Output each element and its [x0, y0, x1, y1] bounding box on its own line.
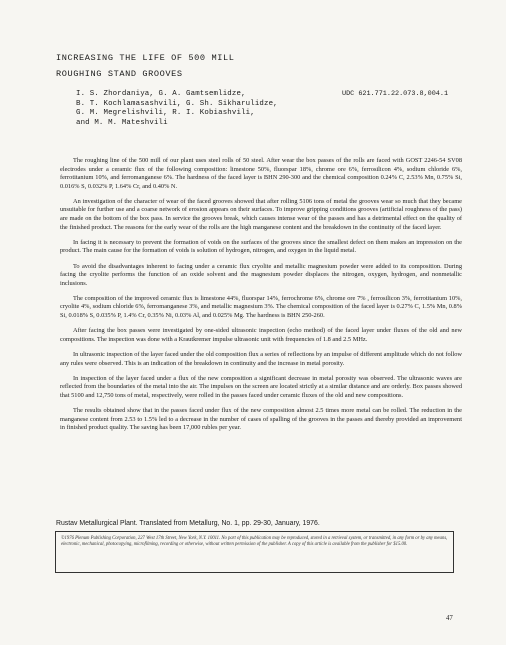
page-number: 47 [446, 615, 453, 622]
body-paragraph: In inspection of the layer faced under a flux of the new composition a significant decrease in metal porosity was observed. The ultrasonic waves are reflected from the boundaries of the metal into the air. The impulses on the screen are located strictly at a similar distance and are orderly. Box passes showed that 5100 and 12,750 tons of metal, respectively, were rolled in the passes faced under ceramic fluxes of the old and new compositions. [60, 374, 462, 399]
author-line: I. S. Zhordaniya, G. A. Gamtsemlidze, [76, 90, 246, 98]
article-title-line-1: INCREASING THE LIFE OF 500 MILL [56, 53, 235, 63]
author-list [76, 90, 278, 128]
copyright-box: ©1976 Plenum Publishing Corporation, 227 West 17th Street, New York, N.Y. 10011. No part of this publication may be reproduced, stored in a retrieval system, or transmitted, in any form or by any means, electronic, mechanical, photocopying, microfilming, recording or otherwise, without written permission of the publisher. A copy of this article is available from the publisher for $15.00. [55, 531, 454, 573]
body-paragraph: The roughing line of the 500 mill of our plant uses steel rolls of 50 steel. After wear the box passes of the rolls are faced with GOST 2246-54 SV08 electrodes under a ceramic flux of the following composition: limestone 50%, fluorspar 18%, chrome ore 6%, ferrosilicon 4%, sodium chloride 6%, ferrotitanium 10%, and ferromanganese 6%. The hardness of the faced layer is BHN 290-300 and the chemical composition 0.24% C, 2.53% Mn, 0.75% Si, 0.016% S, 0.032% P, 1.64% Cr, and 0.40% N. [60, 157, 462, 190]
body-paragraph: The composition of the improved ceramic flux is limestone 44%, fluorspar 14%, ferrochrome 6%, chrome ore 7% , ferrosilicon 3%, ferrotitanium 10%, cryolite 4%, sodium chloride 6%, ferromanganese 3%, and metallic magnesium 3%. The chemical composition of the faced layer is 0.27% C, 1.5% Mn, 0.8% Si, 0.018% S, 0.035% P, 1.4% Cr, 0.35% Ni, 0.03% Al, and 0.025% Mg. The hardness is BHN 250-260. [60, 294, 462, 319]
body-paragraph: After facing the box passes were investigated by one-sided ultrasonic inspection (echo method) of the faced layer under fluxes of the old and new compositions. The inspection was done with a Krautkremer impulse ultrasonic unit with frequencies of 1.8 and 2.5 MHz. [60, 327, 462, 343]
article-body [60, 157, 462, 439]
body-paragraph: In ultrasonic inspection of the layer faced under the old composition flux a series of reflections by an impulse of different amplitude which do not follow any rules were observed. This is an indication of the breakdown in continuity and the increase in metal porosity. [60, 350, 462, 367]
author-line: G. M. Megrelishvili, R. I. Kobiashvili, [76, 109, 255, 118]
udc-code: UDC 621.771.22.073.8,004.1 [342, 90, 449, 98]
article-title [56, 50, 234, 82]
author-line: B. T. Kochlamasashvili, G. Sh. Sikharulidze, [76, 99, 278, 108]
body-paragraph: An investigation of the character of wear of the faced grooves showed that after rolling 5106 tons of metal the grooves wear so much that they became unsuitable for further use and a coarse network of erosion appears on their surfaces. To improve gripping conditions grooves (artificial roughness of the pass) are made on the bottom of the box pass. In service the grooves break, which causes intense wear of the passes and has a detrimental effect on the quality of the finished product. The reasons for the early wear of the rolls are the high manganese content and the breakdown in the continuity of the faced layer. [60, 197, 462, 231]
body-paragraph: To avoid the disadvantages inherent to facing under a ceramic flux cryolite and metallic magnesium powder were added to its composition. During facing the cryolite performs the function of an oxide solvent and the magnesium powder displaces the nitrogen, oxygen, hydrogen, and nonmetallic inclusions. [60, 262, 462, 287]
body-paragraph: The results obtained show that in the passes faced under flux of the new composition almost 2.5 times more metal can be rolled. The reduction in the manganese content from 2.53 to 1.5% led to a decrease in the number of cases of spalling of the grooves in the passes and thereby provided an improvement in finished product quality. The saving has been 17,000 rubles per year. [60, 407, 462, 432]
author-line: and M. M. Mateshvili [76, 118, 168, 127]
article-title-line-2: ROUGHING STAND GROOVES [56, 69, 183, 79]
source-note: Rustav Metallurgical Plant. Translated from Metallurg, No. 1, pp. 29-30, January, 1976. [56, 520, 320, 527]
body-paragraph: In facing it is necessary to prevent the formation of voids on the surfaces of the grooves since the smallest defect on them makes an impression on the product. The main cause for the formation of voids is solution of hydrogen, nitrogen, and oxygen in the liquid metal. [60, 238, 462, 255]
